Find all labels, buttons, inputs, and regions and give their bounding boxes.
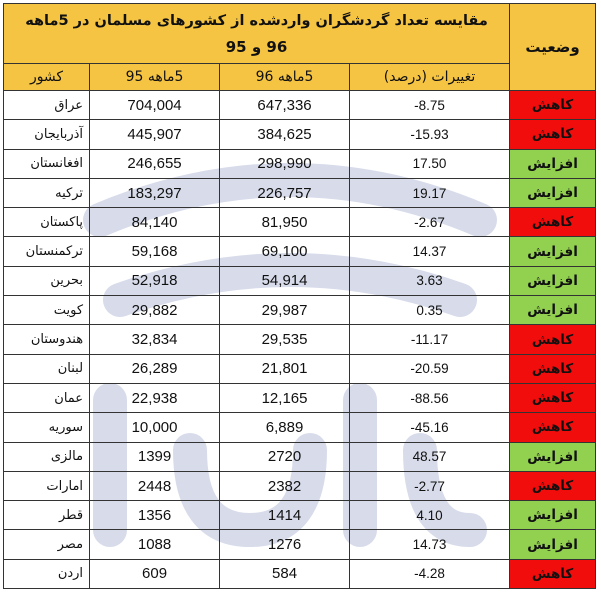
change-cell: -2.67: [350, 208, 510, 237]
change-cell: 17.50: [350, 149, 510, 178]
table-title-line2: 96 و 95: [225, 37, 288, 56]
status-cell: افزایش: [510, 266, 596, 295]
y96-cell: 584: [220, 559, 350, 588]
status-cell: کاهش: [510, 383, 596, 412]
status-cell: کاهش: [510, 413, 596, 442]
y96-cell: 81,950: [220, 208, 350, 237]
status-cell: کاهش: [510, 91, 596, 120]
country-cell: ترکمنستان: [4, 237, 90, 266]
table-row: [4, 413, 596, 442]
table-title: [4, 4, 510, 64]
y96-cell: 298,990: [220, 149, 350, 178]
y96-cell: 21,801: [220, 354, 350, 383]
status-cell: افزایش: [510, 296, 596, 325]
col-header-country: کشور: [4, 64, 90, 91]
change-cell: -20.59: [350, 354, 510, 383]
table-row: [4, 266, 596, 295]
country-cell: کویت: [4, 296, 90, 325]
table-row: [4, 120, 596, 149]
y95-cell: 445,907: [90, 120, 220, 149]
status-header: وضعیت: [510, 4, 596, 91]
column-header-row: [4, 64, 596, 91]
table-row: [4, 442, 596, 471]
y96-cell: 6,889: [220, 413, 350, 442]
table-row: [4, 91, 596, 120]
y95-cell: 1399: [90, 442, 220, 471]
y95-cell: 32,834: [90, 325, 220, 354]
table-row: [4, 149, 596, 178]
y96-cell: 1276: [220, 530, 350, 559]
status-cell: افزایش: [510, 442, 596, 471]
table-row: [4, 237, 596, 266]
country-cell: عراق: [4, 91, 90, 120]
y96-cell: 29,535: [220, 325, 350, 354]
country-cell: مصر: [4, 530, 90, 559]
y96-cell: 29,987: [220, 296, 350, 325]
change-cell: 14.73: [350, 530, 510, 559]
y95-cell: 704,004: [90, 91, 220, 120]
table-title-line1: مقایسه تعداد گردشگران واردشده از کشورهای مسلمان در 5ماهه: [25, 12, 488, 29]
y95-cell: 2448: [90, 471, 220, 500]
country-cell: هندوستان: [4, 325, 90, 354]
change-cell: -11.17: [350, 325, 510, 354]
status-cell: کاهش: [510, 120, 596, 149]
status-cell: افزایش: [510, 501, 596, 530]
y95-cell: 1088: [90, 530, 220, 559]
tourist-comparison-table: [3, 3, 596, 589]
country-cell: اردن: [4, 559, 90, 588]
y95-cell: 22,938: [90, 383, 220, 412]
change-cell: 4.10: [350, 501, 510, 530]
table-row: [4, 501, 596, 530]
title-row: [4, 4, 596, 64]
y95-cell: 10,000: [90, 413, 220, 442]
y96-cell: 226,757: [220, 178, 350, 207]
country-cell: عمان: [4, 383, 90, 412]
y95-cell: 26,289: [90, 354, 220, 383]
change-cell: 14.37: [350, 237, 510, 266]
change-cell: 48.57: [350, 442, 510, 471]
country-cell: لبنان: [4, 354, 90, 383]
change-cell: 19.17: [350, 178, 510, 207]
table-row: [4, 296, 596, 325]
change-cell: -15.93: [350, 120, 510, 149]
y95-cell: 1356: [90, 501, 220, 530]
y96-cell: 12,165: [220, 383, 350, 412]
col-header-y96: 5ماهه 96: [220, 64, 350, 91]
table-row: [4, 354, 596, 383]
table-row: [4, 559, 596, 588]
table-row: [4, 325, 596, 354]
country-cell: پاکستان: [4, 208, 90, 237]
change-cell: -88.56: [350, 383, 510, 412]
status-cell: افزایش: [510, 237, 596, 266]
country-cell: افغانستان: [4, 149, 90, 178]
y95-cell: 183,297: [90, 178, 220, 207]
status-cell: افزایش: [510, 530, 596, 559]
col-header-change: تغییرات (درصد): [350, 64, 510, 91]
y95-cell: 84,140: [90, 208, 220, 237]
country-cell: سوریه: [4, 413, 90, 442]
y96-cell: 2382: [220, 471, 350, 500]
status-cell: افزایش: [510, 178, 596, 207]
y95-cell: 609: [90, 559, 220, 588]
y96-cell: 1414: [220, 501, 350, 530]
status-cell: افزایش: [510, 149, 596, 178]
change-cell: -45.16: [350, 413, 510, 442]
change-cell: -8.75: [350, 91, 510, 120]
country-cell: آذربایجان: [4, 120, 90, 149]
y95-cell: 29,882: [90, 296, 220, 325]
table-row: [4, 208, 596, 237]
status-cell: کاهش: [510, 354, 596, 383]
change-cell: 0.35: [350, 296, 510, 325]
change-cell: -2.77: [350, 471, 510, 500]
y95-cell: 59,168: [90, 237, 220, 266]
y95-cell: 52,918: [90, 266, 220, 295]
table-row: [4, 383, 596, 412]
y96-cell: 2720: [220, 442, 350, 471]
table-row: [4, 530, 596, 559]
y96-cell: 384,625: [220, 120, 350, 149]
country-cell: ترکیه: [4, 178, 90, 207]
country-cell: قطر: [4, 501, 90, 530]
y96-cell: 647,336: [220, 91, 350, 120]
table-row: [4, 471, 596, 500]
status-cell: کاهش: [510, 325, 596, 354]
y95-cell: 246,655: [90, 149, 220, 178]
col-header-y95: 5ماهه 95: [90, 64, 220, 91]
y96-cell: 69,100: [220, 237, 350, 266]
country-cell: مالزی: [4, 442, 90, 471]
status-cell: کاهش: [510, 559, 596, 588]
y96-cell: 54,914: [220, 266, 350, 295]
status-cell: کاهش: [510, 208, 596, 237]
change-cell: 3.63: [350, 266, 510, 295]
status-cell: کاهش: [510, 471, 596, 500]
table-row: [4, 178, 596, 207]
country-cell: بحرین: [4, 266, 90, 295]
change-cell: -4.28: [350, 559, 510, 588]
country-cell: امارات: [4, 471, 90, 500]
